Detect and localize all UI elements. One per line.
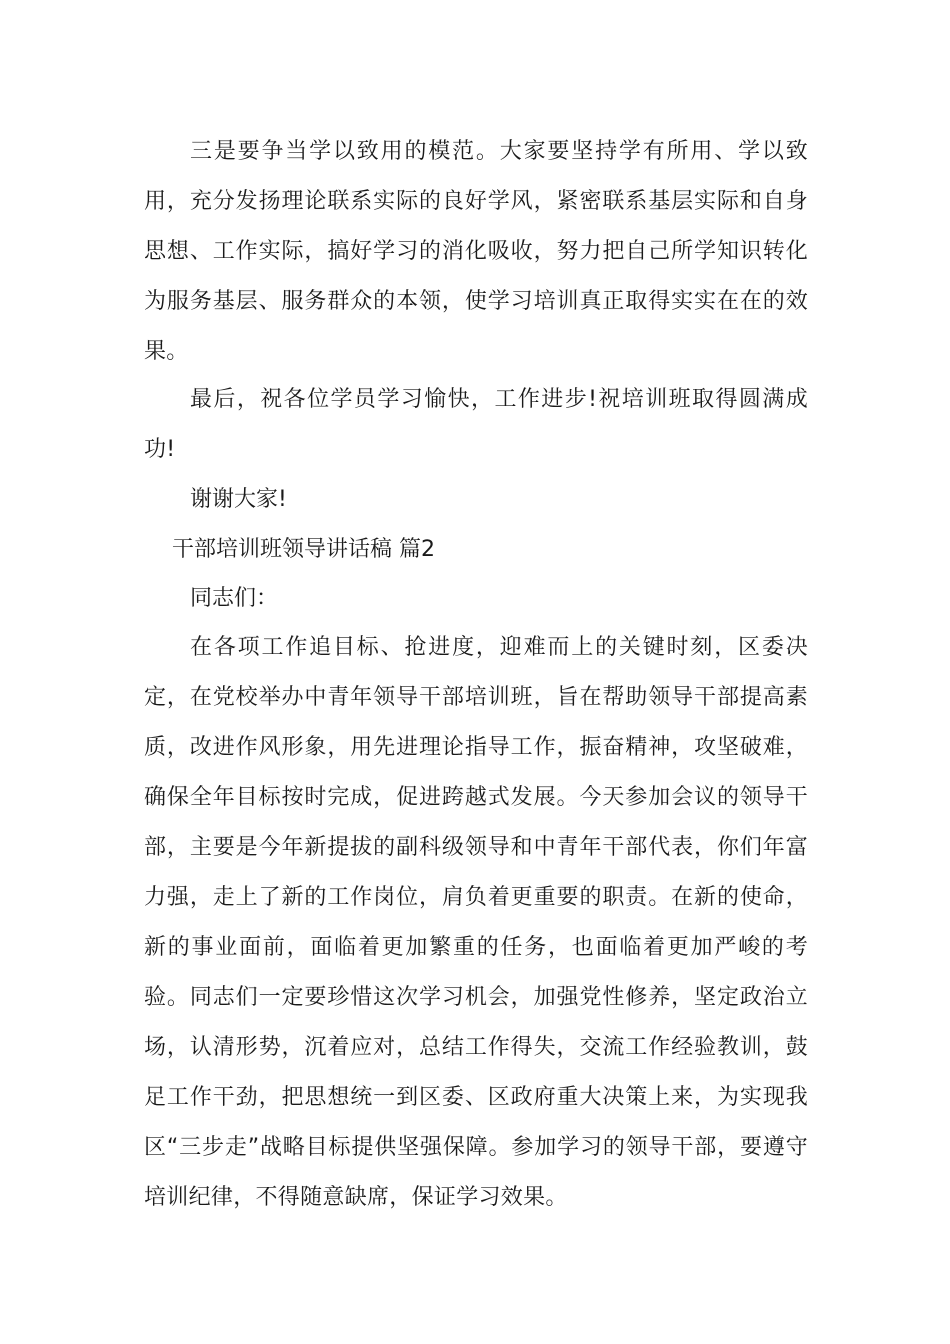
thanks-line: 谢谢大家! <box>190 487 287 512</box>
paragraph-role-model: 三是要争当学以致用的模范。大家要坚持学有所用、学以致用，充分发扬理论联系实际的良好学风，紧密联系基层实际和自身思想、工作实际，搞好学习的消化吸收，努力把自己所学知识转化为服务基层、服务群众的本领，使学习培训真正取得实实在在的效果。 <box>144 139 808 364</box>
section-title: 干部培训班领导讲话稿 篇2 <box>172 537 435 562</box>
salutation: 同志们： <box>190 586 279 611</box>
paragraph-main-speech: 在各项工作追目标、抢进度，迎难而上的关键时刻，区委决定，在党校举办中青年领导干部培训班，旨在帮助领导干部提高素质，改进作风形象，用先进理论指导工作，振奋精神，攻坚破难，确保全年目标按时完成，促进跨越式发展。今天参加会议的领导干部，主要是今年新提拔的副科级领导和中青年干部代表，你们年富力强，走上了新的工作岗位，肩负着更重要的职责。在新的使命，新的事业面前，面临着更加繁重的任务，也面临着更加严峻的考验。同志们一定要珍惜这次学习机会，加强党性修养，坚定政治立场，认清形势，沉着应对，总结工作得失，交流工作经验教训，鼓足工作干劲，把思想统一到区委、区政府重大决策上来，为实现我区“三步走”战略目标提供坚强保障。参加学习的领导干部，要遵守培训纪律，不得随意缺席，保证学习效果。 <box>144 635 808 1210</box>
paragraph-closing-wish: 最后，祝各位学员学习愉快，工作进步!祝培训班取得圆满成功! <box>144 387 808 462</box>
